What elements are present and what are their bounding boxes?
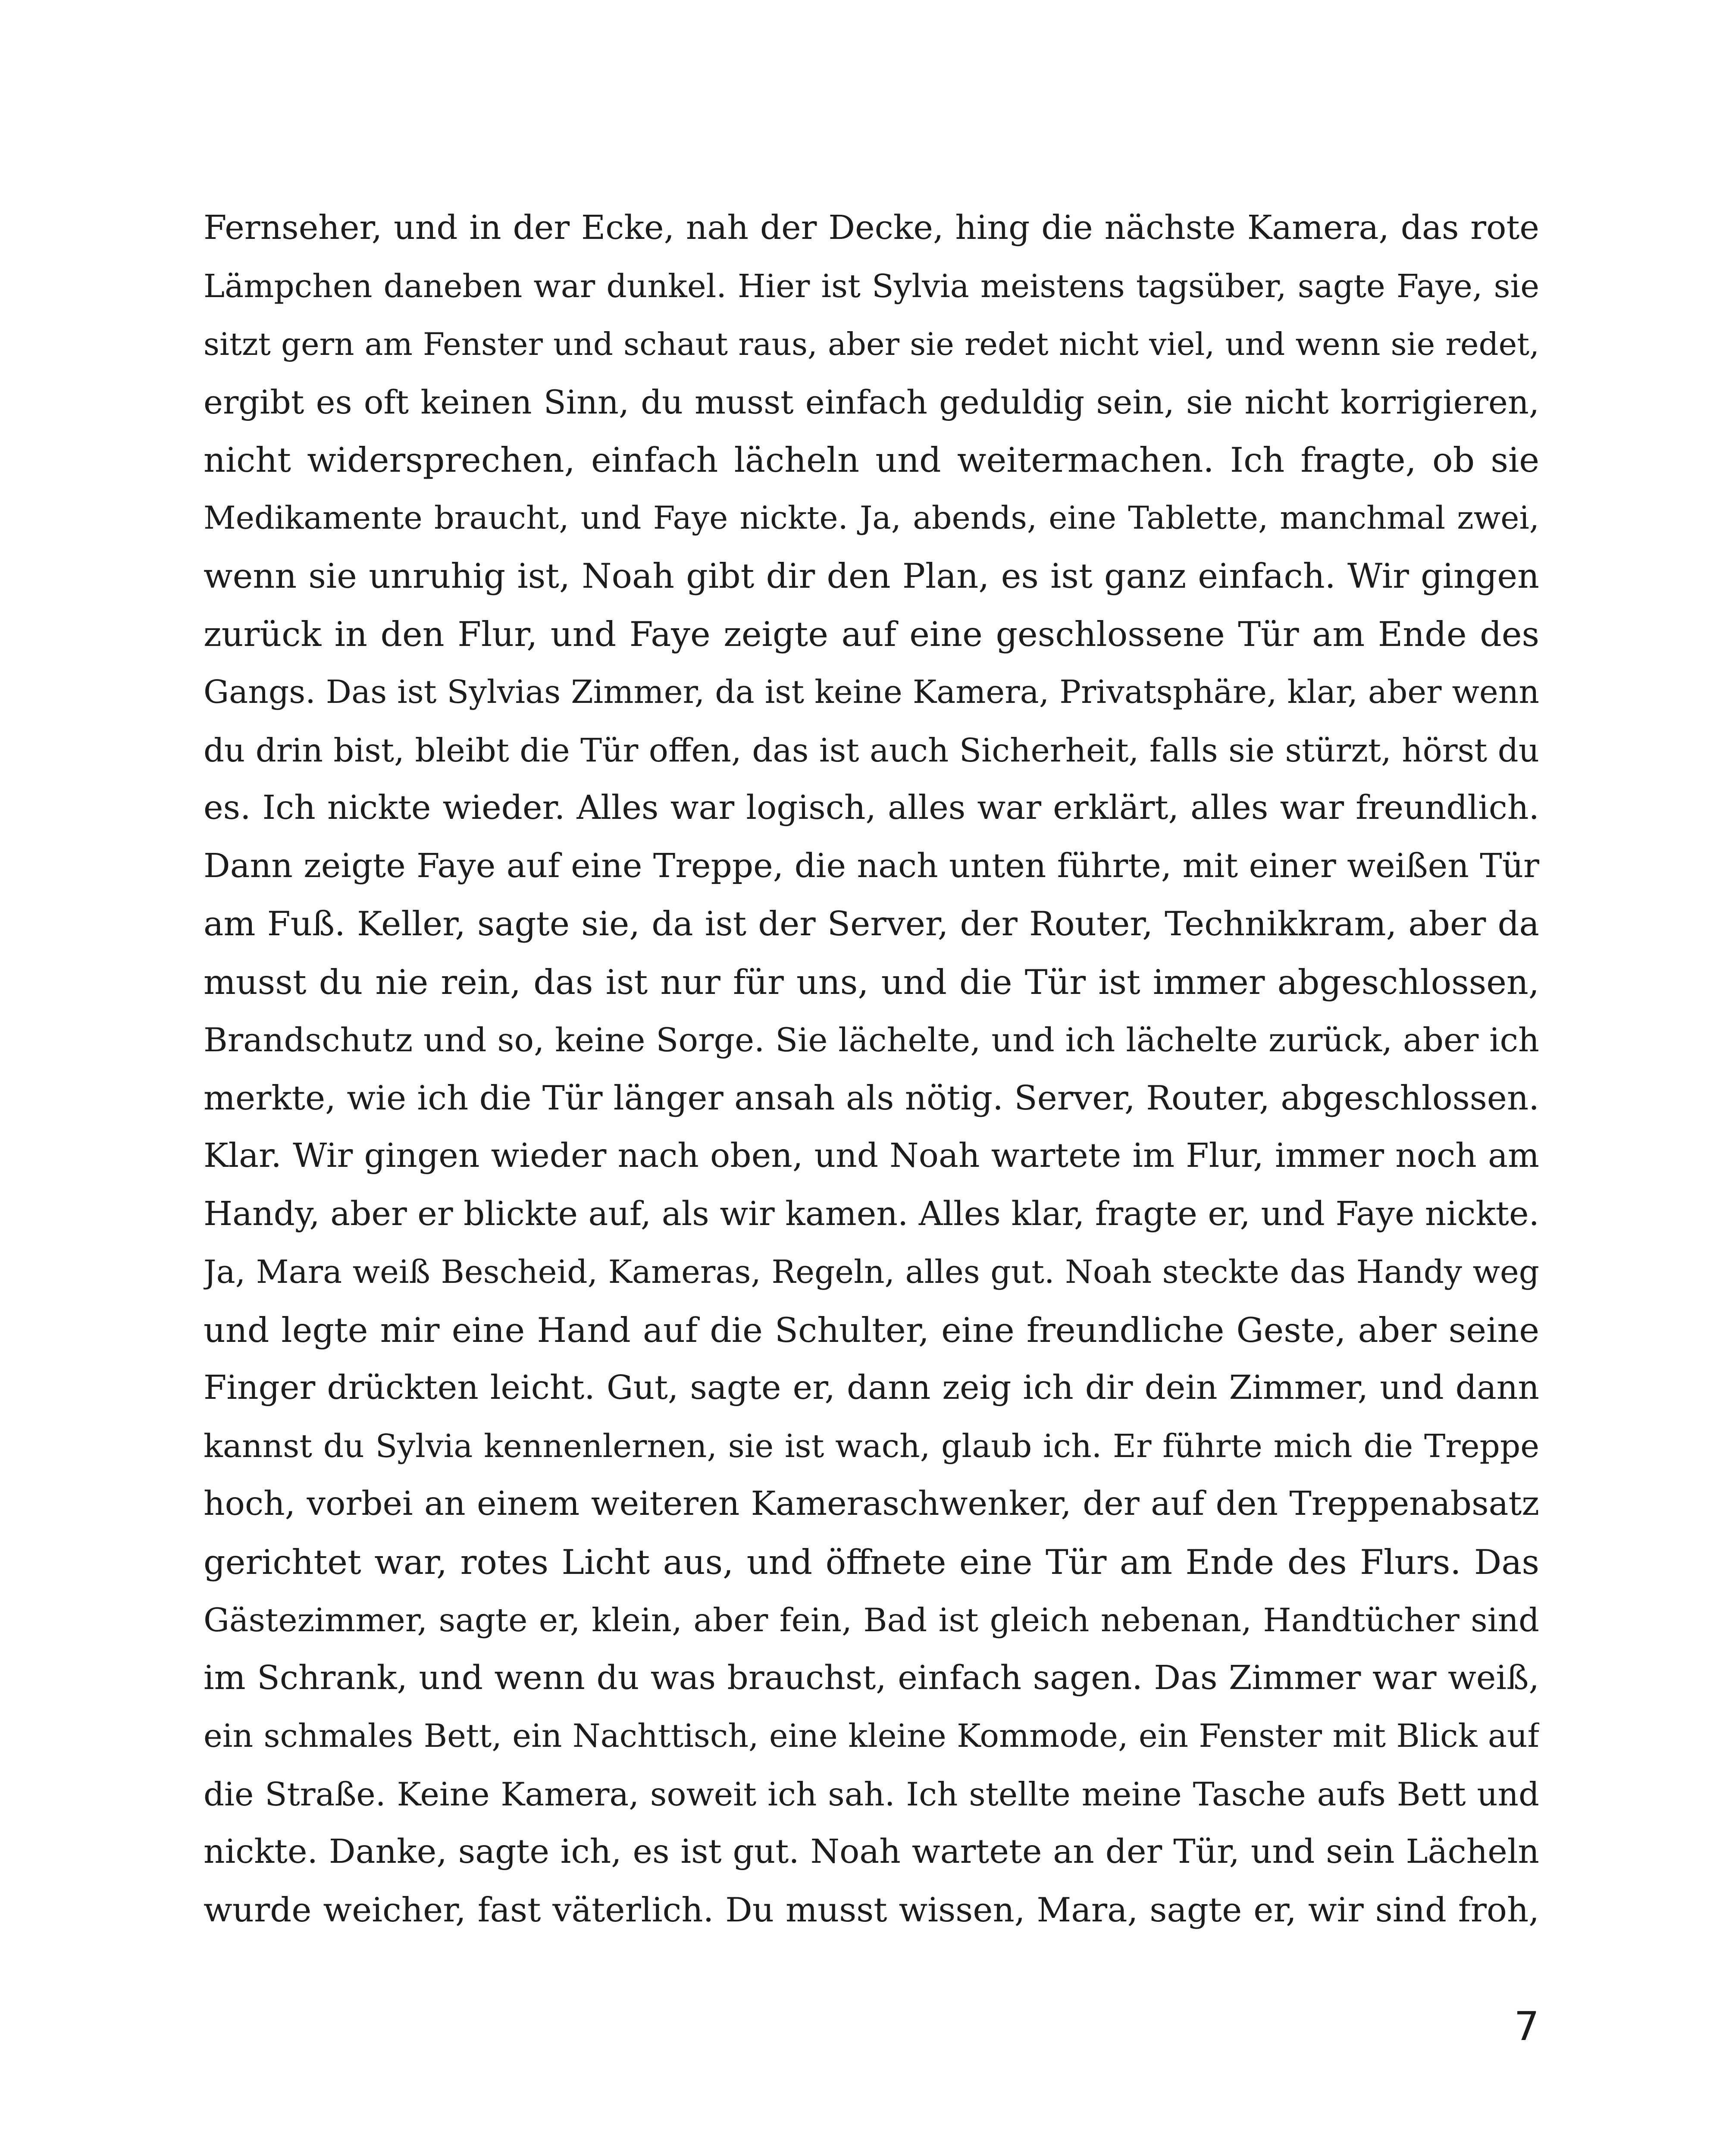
text-line: die Straße. Keine Kamera, soweit ich sah. Ich stellte meine Tasche aufs Bett und xyxy=(204,1775,1539,1813)
text-line: nickte. Danke, sagte ich, es ist gut. Noah wartete an der Tür, und sein Lächeln xyxy=(204,1833,1539,1871)
text-line: wenn sie unruhig ist, Noah gibt dir den Plan, es ist ganz einfach. Wir gingen xyxy=(204,556,1539,596)
text-line: Brandschutz und so, keine Sorge. Sie lächelte, und ich lächelte zurück, aber ich xyxy=(204,1021,1539,1059)
text-line: Handy, aber er blickte auf, als wir kamen. Alles klar, fragte er, und Faye nickte. xyxy=(204,1194,1539,1233)
text-line: Lämpchen daneben war dunkel. Hier ist Sylvia meistens tagsüber, sagte Faye, sie xyxy=(204,267,1539,305)
text-line: ergibt es oft keinen Sinn, du musst einfach geduldig sein, sie nicht korrigieren, xyxy=(204,382,1539,421)
text-line: Dann zeigte Faye auf eine Treppe, die nach unten führte, mit einer weißen Tür xyxy=(204,846,1539,885)
text-line: Ja, Mara weiß Bescheid, Kameras, Regeln, alles gut. Noah steckte das Handy weg xyxy=(204,1253,1539,1291)
text-line: du drin bist, bleibt die Tür offen, das ist auch Sicherheit, falls sie stürzt, hörst du xyxy=(204,731,1539,769)
body-text xyxy=(204,199,1539,1939)
text-line: Fernseher, und in der Ecke, nah der Decke, hing die nächste Kamera, das rote xyxy=(204,209,1539,247)
text-line: Klar. Wir gingen wieder nach oben, und Noah wartete im Flur, immer noch am xyxy=(204,1137,1539,1175)
text-line: Finger drückten leicht. Gut, sagte er, dann zeig ich dir dein Zimmer, und dann xyxy=(204,1369,1539,1407)
text-line: musst du nie rein, das ist nur für uns, und die Tür ist immer abgeschlossen, xyxy=(204,962,1539,1002)
text-line: sitzt gern am Fenster und schaut raus, aber sie redet nicht viel, und wenn sie redet, xyxy=(204,326,1539,362)
text-line: am Fuß. Keller, sagte sie, da ist der Server, der Router, Technikkram, aber da xyxy=(204,905,1539,943)
text-line: merkte, wie ich die Tür länger ansah als nötig. Server, Router, abgeschlossen. xyxy=(204,1078,1539,1118)
text-line: wurde weicher, fast väterlich. Du musst wissen, Mara, sagte er, wir sind froh, xyxy=(204,1890,1539,1930)
text-line: zurück in den Flur, und Faye zeigte auf eine geschlossene Tür am Ende des xyxy=(204,614,1539,654)
text-line: ein schmales Bett, ein Nachttisch, eine kleine Kommode, ein Fenster mit Blick auf xyxy=(204,1717,1539,1755)
text-line: es. Ich nickte wieder. Alles war logisch, alles war erklärt, alles war freundlich. xyxy=(204,789,1539,827)
page-number: 7 xyxy=(1514,2003,1539,2049)
text-line: hoch, vorbei an einem weiteren Kameraschwenker, der auf den Treppenabsatz xyxy=(204,1485,1539,1523)
text-line: kannst du Sylvia kennenlernen, sie ist wach, glaub ich. Er führte mich die Treppe xyxy=(204,1427,1539,1465)
text-line: und legte mir eine Hand auf die Schulter, eine freundliche Geste, aber seine xyxy=(204,1310,1539,1350)
text-line: gerichtet war, rotes Licht aus, und öffnete eine Tür am Ende des Flurs. Das xyxy=(204,1542,1539,1582)
text-line: Gästezimmer, sagte er, klein, aber fein, Bad ist gleich nebenan, Handtücher sind xyxy=(204,1601,1539,1639)
text-line: Gangs. Das ist Sylvias Zimmer, da ist keine Kamera, Privatsphäre, klar, aber wenn xyxy=(204,674,1539,711)
text-line: Medikamente braucht, und Faye nickte. Ja, abends, eine Tablette, manchmal zwei, xyxy=(204,499,1539,536)
text-line: im Schrank, und wenn du was brauchst, einfach sagen. Das Zimmer war weiß, xyxy=(204,1658,1539,1697)
text-line: nicht widersprechen, einfach lächeln und weitermachen. Ich fragte, ob sie xyxy=(204,440,1539,480)
